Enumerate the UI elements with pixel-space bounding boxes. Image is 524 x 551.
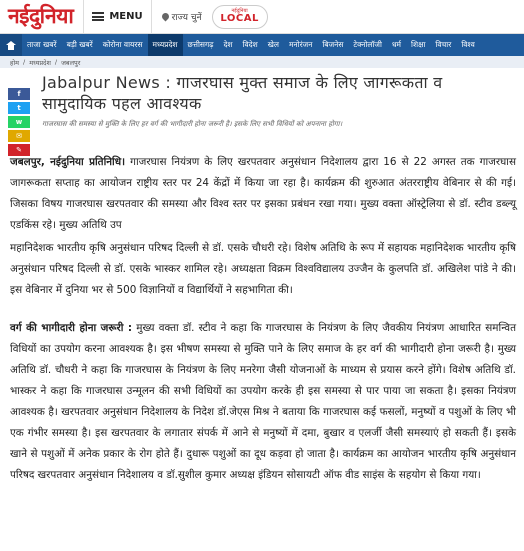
nav-item-big-news[interactable]: बड़ी खबरें [66,40,93,49]
email-icon: ✉ [16,132,22,140]
hamburger-icon [92,12,104,21]
breadcrumb-city[interactable]: जबलपुर [61,58,81,67]
facebook-share-button[interactable] [8,88,30,100]
nav-item-chhattisgarh[interactable]: छत्तीसगढ़ [187,40,214,49]
nav-item-technology[interactable]: टेक्नोलॉजी [353,40,382,49]
nav-home-button[interactable] [0,34,22,56]
breadcrumb [0,56,524,68]
twitter-icon: t [17,104,21,112]
paragraph-text: मुख्य वक्ता डॉ. स्टीव ने कहा कि गाजरघास के नियंत्रण के लिए जैवकीय नियंत्रण आधारित समन्वित विधियों का उपयोग करना आवश्यक है। इस भीषण समस्या से मुक्ति पाने के लिए समाज के हर वर्ग की भागीदारी होना जरूरी है। मुख्य अतिथि डॉ. चौधरी ने कहा कि गाजरघास के नियंत्रण के लिए मनरेगा जैसी योजनाओं के माध्यम से प्रयास करने होंगे। विशेष अतिथि डॉ. भास्कर ने कहा कि गाजरघास उन्मूलन की सभी विधियों का उपयोग करके ही इस समस्या से पार पाया जा सकता है। इसका नियंत्रण आवश्यक है। खरपतवार अनुसंधान निदेशालय के निदेश डॉ.जेएस मिश्र ने बताया कि गाजरघास कई फसलों, मनुष्यों व पशुओं के लिए भी एक गंभीर समस्या है। इस खरपतवार के लगातार संपर्क में आने से मनुष्यों में दमा, बुखार व एलर्जी जैसी समस्याएं हो सकती हैं। इसके खाने से पशुओं में अनेक प्रकार के रोग होते हैं। दुधारू पशुओं का दूध कड़वा हो जाता है। कार्यक्रम का आयोजन भारतीय कृषि अनुसंधान परिषद खरपतवार अनुसंधान निदेशालय व डॉ.सुशील कुमार अध्यक्ष इंडियन सोसायटी ऑफ वीड साइंस के सहयोग से किया गया। [10,322,516,481]
whatsapp-icon: w [15,118,23,126]
main-nav [0,34,524,56]
whatsapp-share-button[interactable] [8,116,30,128]
nav-item-opinion[interactable]: विचार [435,40,452,49]
local-badge-label: LOCAL [220,13,259,24]
nav-item-education[interactable]: शिक्षा [411,40,426,49]
breadcrumb-home[interactable]: होम [10,58,20,67]
home-icon [6,41,16,50]
article-paragraph: महानिदेशक भारतीय कृषि अनुसंधान परिषद दिल्ली से डॉ. एसके चौधरी रहे। विशेष अतिथि के रूप में सहायक महानिदेशक भारतीय कृषि अनुसंधान परिषद दिल्ली से डॉ. एसके भास्कर शामिल रहे। अध्यक्षता विक्रम विश्वविद्यालय उज्जैन के कुलपति डॉ. अखिलेश पांडे ने की। इस वेबिनार में दुनिया भर से 500 विज्ञानियों व विद्यार्थियों ने सहभागिता की। [10,242,516,296]
paragraph-text: गाजरघास नियंत्रण के लिए खरपतवार अनुसंधान निदेशालय द्वारा 16 से 22 अगस्त तक गाजरघास जागरूकता सप्ताह का आयोजन राष्ट्रीय स्तर पर 24 केंद्रों में किया जा रहा है। कार्यक्रम की शुरुआत अंतरराष्ट्रीय वेबिनार से की गई। जिसका विषय गाजरघास खरपतवार की समस्या और विश्व स्तर पर इसका प्रबंधन रखा गया। मुख्य वक्ता ऑस्ट्रेलिया से डॉ. स्टीव डब्ल्यू एडकिंस रहे। मुख्य अतिथि उप [10,156,516,231]
nav-item-country[interactable]: देश [223,40,233,49]
state-selector[interactable] [162,10,202,23]
breadcrumb-separator: / [54,58,58,66]
nav-item-religion[interactable]: धर्म [391,40,402,49]
comment-icon: ✎ [16,146,22,154]
breadcrumb-section[interactable]: मध्यप्रदेश [29,58,51,67]
nav-item-world[interactable]: विदेश [242,40,258,49]
article-paragraph [10,152,516,236]
article-dateline: जबलपुर, नईदुनिया प्रतिनिधि। [10,156,126,168]
local-badge-top: नईदुनिया [231,8,248,14]
site-logo[interactable]: नईदुनिया [8,4,74,28]
menu-label: MENU [109,11,143,22]
breadcrumb-separator: / [23,58,26,66]
nav-item-vishwa[interactable]: विश्व [461,40,475,49]
paragraph-subheading: वर्ग की भागीदारी होना जरूरी : [10,322,133,334]
article-paragraph [10,318,516,486]
nav-item-madhya-pradesh[interactable]: मध्यप्रदेश [148,34,183,56]
nav-item-sports[interactable]: खेल [267,40,279,49]
nav-item-corona[interactable]: कोरोना वायरस [102,40,143,49]
article-subheadline: गाजरघास की समस्या से मुक्ति के लिए हर वर्ग की भागीदारी होना जरूरी है। इसके लिए सभी विधियों को अपनाना होगा। [42,120,343,128]
email-share-button[interactable] [8,130,30,142]
location-pin-icon [160,12,170,22]
menu-button[interactable] [83,0,151,34]
site-header [0,0,524,34]
nav-item-latest[interactable]: ताजा खबरें [27,40,57,49]
state-selector-label: राज्य चुनें [171,13,202,23]
twitter-share-button[interactable] [8,102,30,114]
article-headline: Jabalpur News : गाजरघास मुक्त समाज के लिए जागरूकता व सामुदायिक पहल आवश्यक [42,73,443,113]
share-bar [8,88,30,158]
local-button[interactable] [212,5,268,29]
nav-item-business[interactable]: बिजनेस [322,40,344,49]
facebook-icon: f [17,90,21,98]
nav-item-entertainment[interactable]: मनोरंजन [288,40,313,49]
